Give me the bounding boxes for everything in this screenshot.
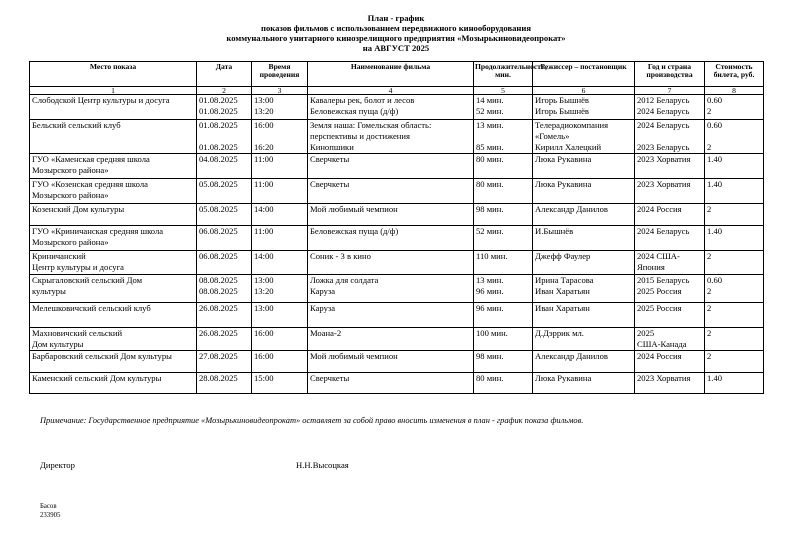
cell-text-line: Скрыгаловский сельский Дом — [32, 275, 143, 285]
cell-text-line: Соник - 3 в кино — [310, 251, 371, 261]
cell-time — [252, 328, 308, 351]
cell-text-line: 2024 Беларусь — [637, 106, 690, 116]
cell-date — [197, 204, 252, 226]
cell-text-line — [476, 131, 530, 142]
cell-text-line: 2015 Беларусь — [637, 275, 690, 285]
column-number: 4 — [308, 87, 474, 95]
header-line-1: показов фильмов с использованием передвижного кинооборудования — [261, 23, 531, 33]
cell-text-line: 27.08.2025 — [199, 351, 238, 361]
cell-text-line: 110 мин. — [476, 251, 508, 261]
cell-price — [705, 204, 764, 226]
table-row — [30, 179, 764, 204]
cell-text-line: Мой любимый чемпион — [310, 351, 398, 361]
cell-place — [30, 328, 197, 351]
column-number: 1 — [30, 87, 197, 95]
cell-text-line: 98 мин. — [476, 204, 504, 214]
cell-duration — [474, 303, 533, 328]
column-number: 2 — [197, 87, 252, 95]
cell-price — [705, 351, 764, 373]
cell-text-line: 2 — [707, 286, 712, 296]
cell-place — [30, 154, 197, 179]
cell-place — [30, 204, 197, 226]
cell-text-line: 2012 Беларусь — [637, 95, 690, 105]
table-row — [30, 226, 764, 251]
cell-text-line: 2024 Беларусь — [637, 226, 690, 236]
cell-film — [308, 95, 474, 120]
cell-year-country — [635, 328, 705, 351]
document-footer — [40, 503, 60, 520]
cell-text-line: ГУО «Каменская средняя школа — [32, 154, 150, 164]
cell-text-line: Игорь Бышнёв — [535, 106, 589, 116]
cell-text-line: 14:00 — [254, 204, 274, 214]
cell-date — [197, 303, 252, 328]
cell-year-country — [635, 351, 705, 373]
cell-year-country — [635, 179, 705, 204]
cell-text-line: 26.08.2025 — [199, 303, 238, 313]
cell-director — [533, 251, 635, 275]
cell-text-line: Махновичский сельский — [32, 328, 123, 338]
cell-text-line: Каруза — [310, 303, 336, 313]
cell-text-line: 100 мин. — [476, 328, 508, 338]
cell-director — [533, 154, 635, 179]
table-row — [30, 351, 764, 373]
cell-duration — [474, 275, 533, 303]
header-year-country: Год и страна производства — [635, 62, 705, 87]
table-row — [30, 373, 764, 394]
cell-text-line: Моана-2 — [310, 328, 342, 338]
cell-text-line: 2 — [707, 351, 712, 361]
cell-text-line: Барбаровский сельский Дом культуры — [32, 351, 172, 361]
cell-text-line — [637, 131, 702, 142]
cell-text-line: 0.60 — [707, 275, 723, 285]
cell-text-line: Иван Харатьян — [535, 303, 590, 313]
cell-year-country — [635, 226, 705, 251]
cell-date — [197, 328, 252, 351]
cell-text-line: 01.08.2025 — [199, 142, 238, 152]
cell-text-line: 13:20 — [254, 286, 274, 296]
header-line-2: коммунального унитарного кинозрелищного предприятия «Мозырькиновидеопрокат» — [226, 33, 566, 43]
cell-text-line: Беловежская пуща (д/ф) — [310, 226, 399, 236]
table-row — [30, 204, 764, 226]
cell-time — [252, 275, 308, 303]
document-title: План - график — [367, 13, 425, 23]
cell-film — [308, 373, 474, 394]
cell-place — [30, 95, 197, 120]
cell-text-line: 1.40 — [707, 373, 723, 383]
cell-duration — [474, 226, 533, 251]
cell-year-country — [635, 204, 705, 226]
cell-text-line: Бельский сельский клуб — [32, 120, 121, 130]
cell-text-line: 2024 США- — [637, 251, 680, 261]
cell-text-line: 26.08.2025 — [199, 328, 238, 338]
cell-price — [705, 251, 764, 275]
cell-text-line: 80 мин. — [476, 154, 504, 164]
cell-text-line: США-Канада — [637, 339, 687, 349]
cell-price — [705, 328, 764, 351]
cell-text-line: Беловежская пуща (д/ф) — [310, 106, 399, 116]
cell-text-line: Япония — [637, 262, 665, 272]
cell-duration — [474, 251, 533, 275]
table-row — [30, 120, 764, 154]
cell-text-line: 05.08.2025 — [199, 204, 238, 214]
column-number: 7 — [635, 87, 705, 95]
cell-text-line: Люка Рукавина — [535, 373, 592, 383]
footnote: Примечание: Государственное предприятие «Мозырькиновидеопрокат» оставляет за собой право вносить изменения в план - график показа фильмов. — [40, 416, 584, 425]
cell-director — [533, 95, 635, 120]
column-number: 3 — [252, 87, 308, 95]
cell-director — [533, 275, 635, 303]
cell-place — [30, 120, 197, 154]
cell-text-line: 11:00 — [254, 179, 274, 189]
cell-text-line: Сверчкеты — [310, 373, 350, 383]
cell-text-line: 2 — [707, 142, 712, 152]
cell-text-line: Ирина Тарасова — [535, 275, 594, 285]
cell-text-line: 28.08.2025 — [199, 373, 238, 383]
cell-text-line: Люка Рукавина — [535, 154, 592, 164]
footer-code: 233905 — [40, 511, 61, 519]
cell-time — [252, 303, 308, 328]
cell-text-line: 13:00 — [254, 303, 274, 313]
cell-time — [252, 351, 308, 373]
cell-year-country — [635, 154, 705, 179]
cell-place — [30, 303, 197, 328]
schedule-table — [29, 61, 764, 394]
cell-price — [705, 179, 764, 204]
cell-text-line — [199, 131, 249, 142]
cell-place — [30, 179, 197, 204]
cell-text-line: 96 мин. — [476, 286, 504, 296]
cell-text-line: 16:00 — [254, 120, 274, 130]
signature-role: Директор — [40, 460, 75, 470]
document-header — [0, 13, 792, 53]
cell-text-line: культуры — [32, 286, 66, 296]
cell-text-line: 06.08.2025 — [199, 226, 238, 236]
column-numbers-row — [30, 87, 764, 95]
cell-text-line: 01.08.2025 — [199, 106, 238, 116]
column-number: 8 — [705, 87, 764, 95]
header-price: Стоимость билета, руб. — [705, 62, 764, 87]
cell-text-line: 11:00 — [254, 226, 274, 236]
cell-year-country — [635, 373, 705, 394]
cell-text-line: 13:20 — [254, 106, 274, 116]
cell-text-line: 2 — [707, 303, 712, 313]
cell-duration — [474, 328, 533, 351]
cell-year-country — [635, 251, 705, 275]
cell-text-line: 2024 Россия — [637, 351, 682, 361]
cell-text-line: 2025 — [637, 328, 655, 338]
cell-text-line: 1.40 — [707, 179, 723, 189]
cell-text-line: 01.08.2025 — [199, 95, 238, 105]
cell-date — [197, 120, 252, 154]
cell-text-line: 14:00 — [254, 251, 274, 261]
cell-text-line: 85 мин. — [476, 142, 504, 152]
cell-time — [252, 154, 308, 179]
table-row — [30, 251, 764, 275]
cell-date — [197, 351, 252, 373]
cell-date — [197, 373, 252, 394]
cell-text-line: Игорь Бышнёв — [535, 95, 589, 105]
cell-film — [308, 179, 474, 204]
cell-text-line: 13 мин. — [476, 120, 504, 130]
cell-text-line: 52 мин. — [476, 106, 504, 116]
cell-date — [197, 95, 252, 120]
cell-time — [252, 179, 308, 204]
cell-director — [533, 179, 635, 204]
cell-director — [533, 204, 635, 226]
cell-text-line — [707, 131, 761, 142]
header-time: Время проведения — [252, 62, 308, 87]
cell-text-line: 0.60 — [707, 120, 723, 130]
cell-text-line: Иван Харатьян — [535, 286, 590, 296]
cell-film — [308, 120, 474, 154]
cell-film — [308, 275, 474, 303]
cell-text-line: Джефф Фаулер — [535, 251, 591, 261]
cell-director — [533, 328, 635, 351]
cell-text-line: 15:00 — [254, 373, 274, 383]
cell-duration — [474, 351, 533, 373]
cell-text-line: Каруза — [310, 286, 336, 296]
cell-text-line: Сверчкеты — [310, 154, 350, 164]
cell-text-line: ГУО «Козенская средняя школа — [32, 179, 148, 189]
cell-text-line: 80 мин. — [476, 179, 504, 189]
cell-text-line: 14 мин. — [476, 95, 504, 105]
cell-text-line: Александр Данилов — [535, 351, 608, 361]
signature-name: Н.Н.Высоцкая — [296, 460, 349, 470]
cell-text-line: 16:00 — [254, 351, 274, 361]
cell-text-line: Мой любимый чемпион — [310, 204, 398, 214]
cell-text-line: 2 — [707, 204, 712, 214]
cell-text-line: «Гомель» — [535, 131, 570, 141]
header-duration: Продолжительность, мин. — [474, 62, 533, 87]
cell-film — [308, 303, 474, 328]
cell-time — [252, 226, 308, 251]
cell-duration — [474, 95, 533, 120]
cell-text-line: Козенский Дом культуры — [32, 204, 125, 214]
cell-price — [705, 95, 764, 120]
cell-film — [308, 251, 474, 275]
header-place: Место показа — [30, 62, 197, 87]
header-date: Дата — [197, 62, 252, 87]
cell-year-country — [635, 303, 705, 328]
cell-time — [252, 251, 308, 275]
cell-text-line: 1.40 — [707, 154, 723, 164]
cell-director — [533, 226, 635, 251]
cell-place — [30, 373, 197, 394]
cell-director — [533, 351, 635, 373]
cell-duration — [474, 373, 533, 394]
cell-director — [533, 303, 635, 328]
cell-text-line: Криничанский — [32, 251, 86, 261]
cell-text-line: 06.08.2025 — [199, 251, 238, 261]
cell-text-line: Дом культуры — [32, 339, 84, 349]
cell-film — [308, 351, 474, 373]
cell-text-line: Слободской Центр культуры и досуга — [32, 95, 170, 105]
cell-text-line: Кавалеры рек, болот и лесов — [310, 95, 415, 105]
cell-text-line: Люка Рукавина — [535, 179, 592, 189]
table-header-row — [30, 62, 764, 87]
cell-director — [533, 120, 635, 154]
header-director: Режиссер – постановщик — [533, 62, 635, 87]
cell-time — [252, 95, 308, 120]
cell-text-line: 08.08.2025 — [199, 275, 238, 285]
column-number: 5 — [474, 87, 533, 95]
cell-text-line: 16:00 — [254, 328, 274, 338]
cell-text-line: Александр Данилов — [535, 204, 608, 214]
cell-text-line: 2024 Беларусь — [637, 120, 690, 130]
cell-year-country — [635, 120, 705, 154]
cell-year-country — [635, 275, 705, 303]
cell-film — [308, 154, 474, 179]
cell-text-line: 98 мин. — [476, 351, 504, 361]
cell-price — [705, 373, 764, 394]
cell-text-line: 0.60 — [707, 95, 723, 105]
cell-duration — [474, 204, 533, 226]
cell-text-line: 11:00 — [254, 154, 274, 164]
cell-duration — [474, 154, 533, 179]
cell-text-line: Мозырского района» — [32, 237, 109, 247]
cell-text-line: 52 мин. — [476, 226, 504, 236]
cell-text-line: 13:00 — [254, 275, 274, 285]
cell-text-line: Мозырского района» — [32, 190, 109, 200]
header-line-3: на АВГУСТ 2025 — [362, 43, 430, 53]
cell-text-line: Мозырского района» — [32, 165, 109, 175]
cell-date — [197, 226, 252, 251]
cell-text-line: 96 мин. — [476, 303, 504, 313]
cell-text-line: 13 мин. — [476, 275, 504, 285]
cell-text-line: ГУО «Криничанская средняя школа — [32, 226, 164, 236]
cell-date — [197, 179, 252, 204]
cell-time — [252, 373, 308, 394]
cell-text-line: Земля наша: Гомельская область: — [310, 120, 432, 130]
cell-date — [197, 154, 252, 179]
cell-place — [30, 275, 197, 303]
cell-text-line: Кирилл Халецкий — [535, 142, 602, 152]
cell-text-line — [254, 131, 305, 142]
footer-author: Басов — [40, 503, 57, 510]
table-row — [30, 303, 764, 328]
cell-text-line: 2025 Россия — [637, 303, 682, 313]
cell-text-line: 1.40 — [707, 226, 723, 236]
cell-film — [308, 204, 474, 226]
cell-text-line: Каменский сельский Дом культуры — [32, 373, 162, 383]
cell-price — [705, 154, 764, 179]
cell-director — [533, 373, 635, 394]
cell-date — [197, 275, 252, 303]
cell-text-line: Ложка для солдата — [310, 275, 379, 285]
cell-duration — [474, 179, 533, 204]
cell-text-line: перспективы и достижения — [310, 131, 410, 141]
schedule-body — [30, 87, 764, 394]
cell-year-country — [635, 95, 705, 120]
cell-text-line: 2025 Россия — [637, 286, 682, 296]
cell-time — [252, 120, 308, 154]
cell-text-line: 2 — [707, 106, 712, 116]
cell-text-line: 2023 Хорватия — [637, 154, 691, 164]
cell-text-line: 2023 Хорватия — [637, 373, 691, 383]
cell-text-line: Центр культуры и досуга — [32, 262, 124, 272]
table-row — [30, 154, 764, 179]
cell-place — [30, 351, 197, 373]
cell-place — [30, 226, 197, 251]
cell-text-line: 13:00 — [254, 95, 274, 105]
cell-text-line: 2 — [707, 328, 712, 338]
cell-text-line: И.Бышнёв — [535, 226, 574, 236]
cell-text-line: 01.08.2025 — [199, 120, 238, 130]
cell-text-line: 08.08.2025 — [199, 286, 238, 296]
table-row — [30, 275, 764, 303]
cell-price — [705, 226, 764, 251]
column-number: 6 — [533, 87, 635, 95]
table-row — [30, 328, 764, 351]
cell-duration — [474, 120, 533, 154]
cell-text-line: 04.08.2025 — [199, 154, 238, 164]
cell-text-line: Сверчкеты — [310, 179, 350, 189]
cell-text-line: 16:20 — [254, 142, 274, 152]
cell-film — [308, 328, 474, 351]
cell-text-line: 2023 Беларусь — [637, 142, 690, 152]
cell-text-line: Д.Дэррик мл. — [535, 328, 584, 338]
cell-text-line: 80 мин. — [476, 373, 504, 383]
cell-price — [705, 120, 764, 154]
cell-text-line: 2024 Россия — [637, 204, 682, 214]
cell-text-line: 2023 Хорватия — [637, 179, 691, 189]
cell-time — [252, 204, 308, 226]
cell-price — [705, 275, 764, 303]
cell-text-line: Кинопшики — [310, 142, 354, 152]
header-film: Наименование фильма — [308, 62, 474, 87]
cell-film — [308, 226, 474, 251]
cell-place — [30, 251, 197, 275]
cell-text-line: Мелешковичский сельский клуб — [32, 303, 151, 313]
table-row — [30, 95, 764, 120]
cell-text-line: Телерадиокомпания — [535, 120, 609, 130]
cell-text-line: 2 — [707, 251, 712, 261]
cell-price — [705, 303, 764, 328]
cell-text-line: 05.08.2025 — [199, 179, 238, 189]
cell-date — [197, 251, 252, 275]
